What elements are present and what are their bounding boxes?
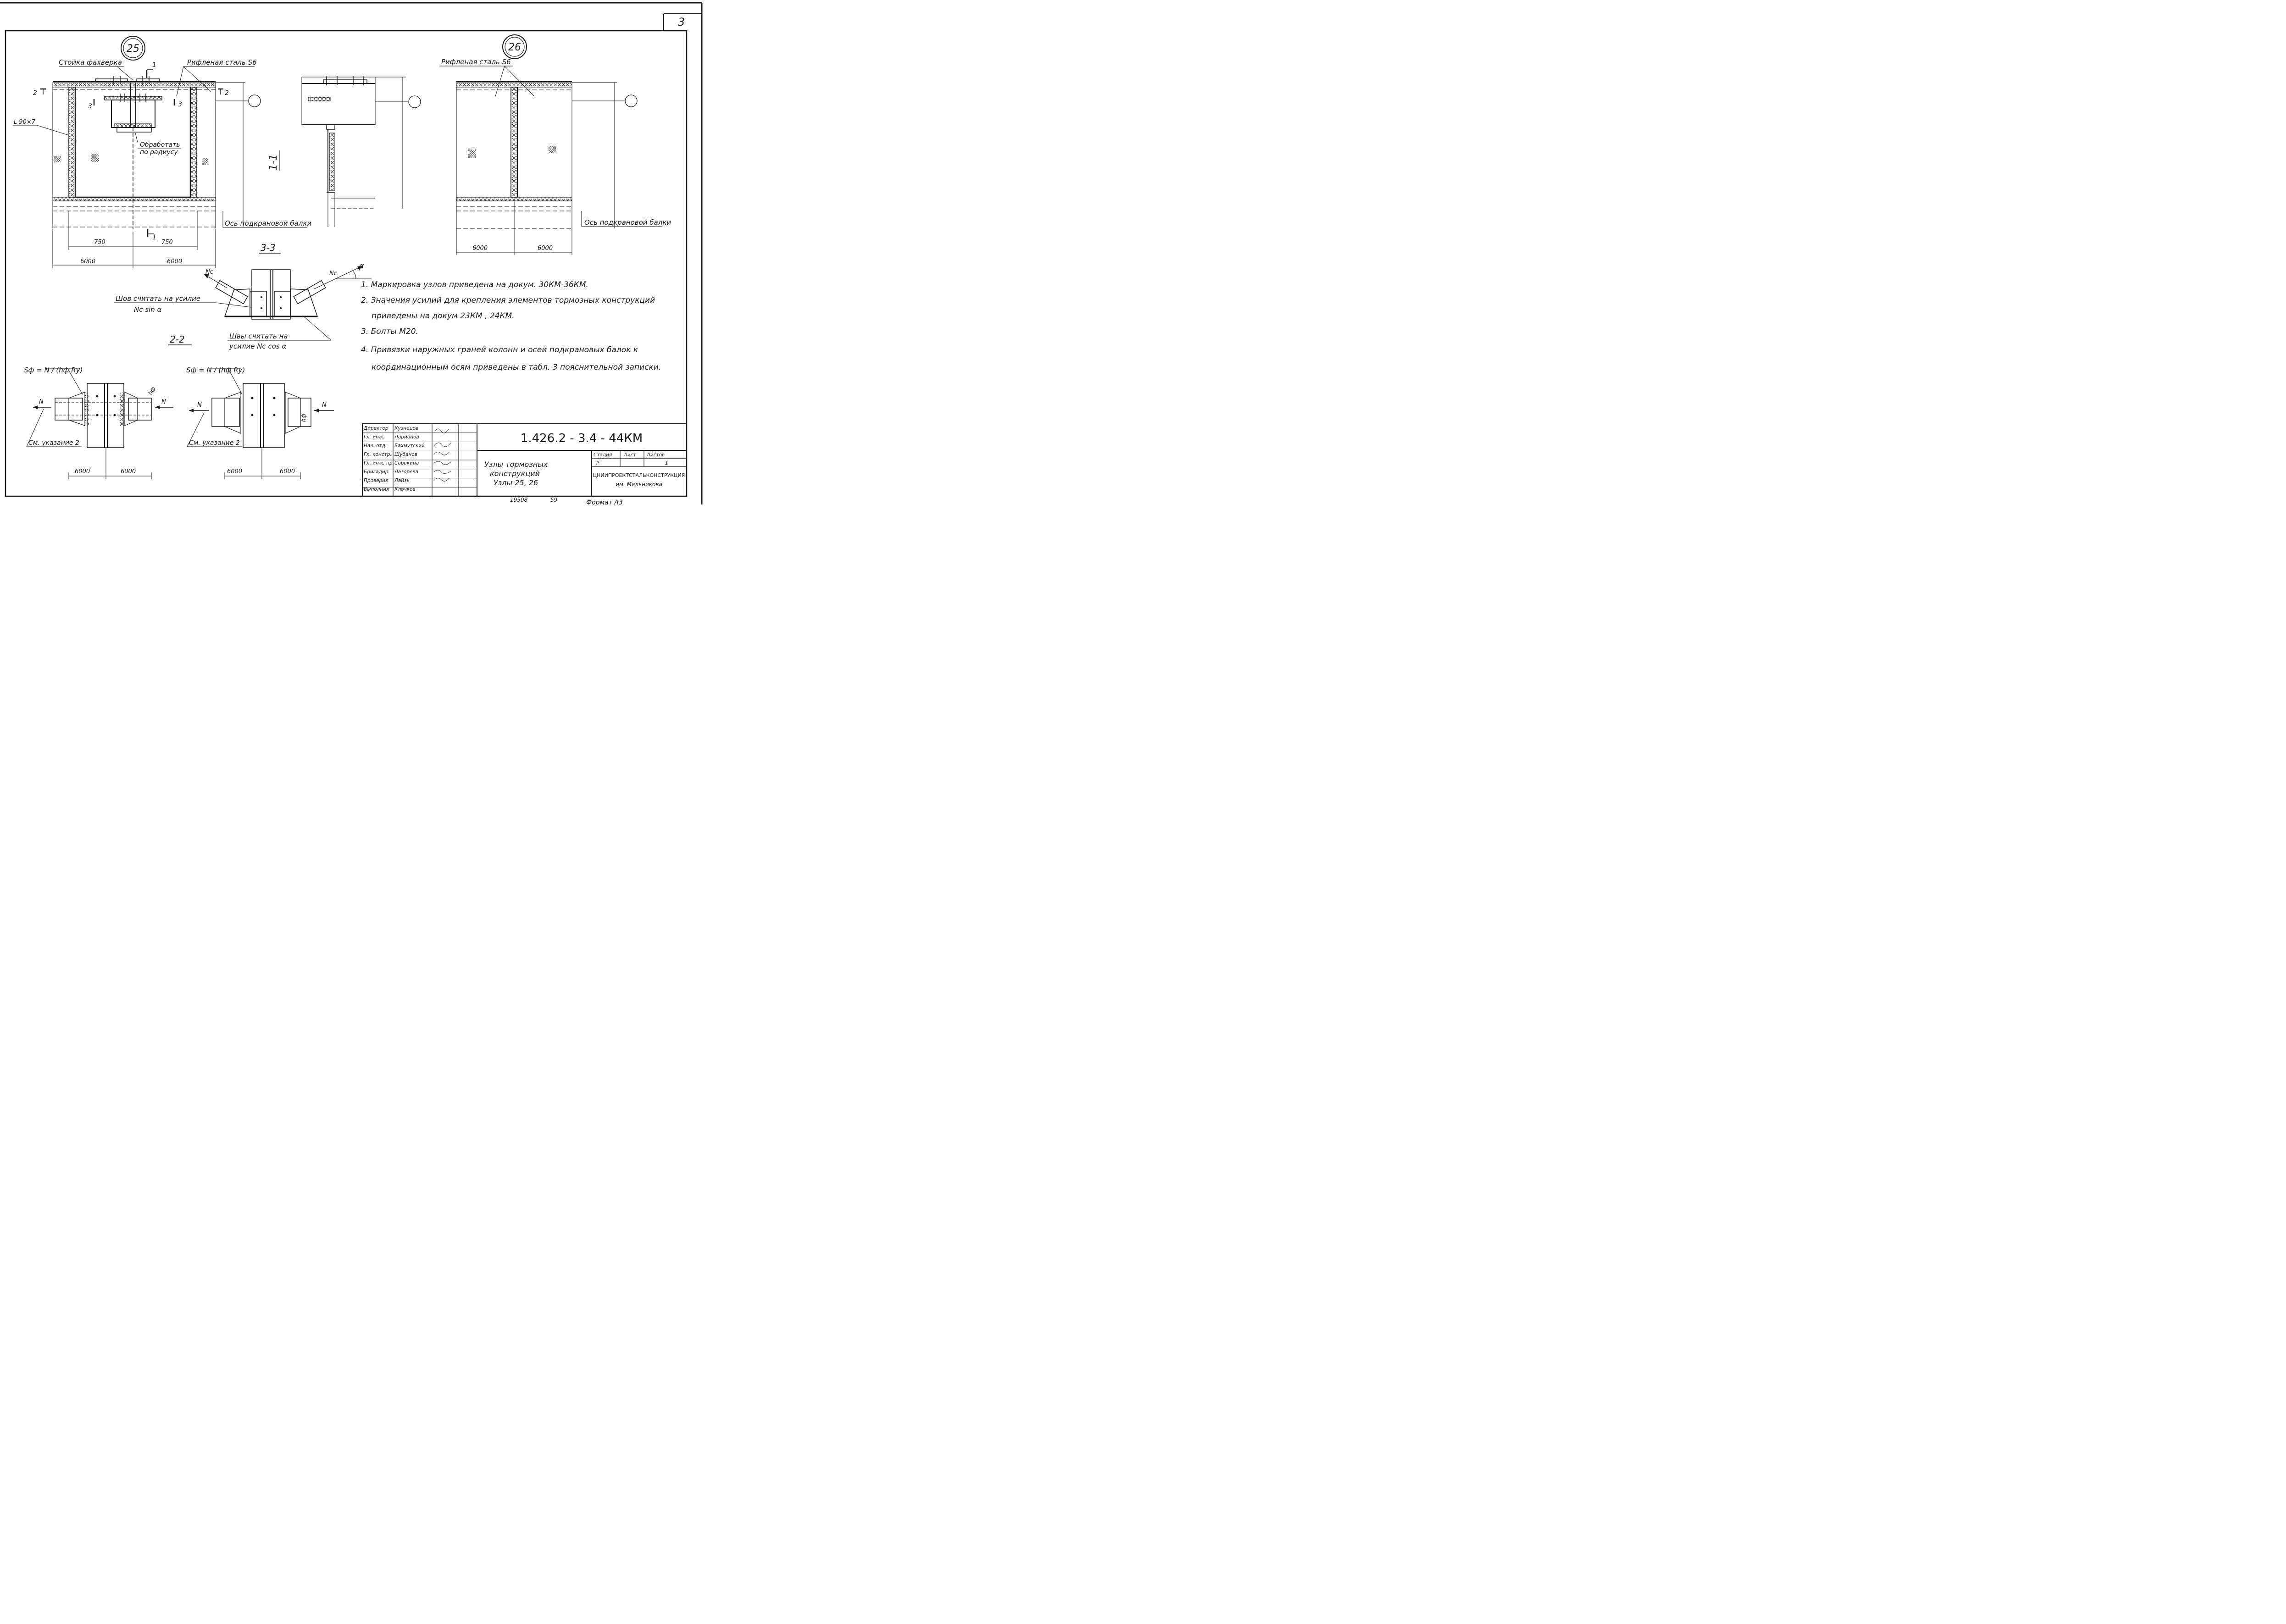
welds-note-line1: Швы считать на [229,332,288,340]
force-n-left-2: N [197,402,202,409]
dim-750-left: 750 [94,239,105,246]
detail-2-2-left [24,366,173,479]
tb-role-7: Выполнил [364,487,389,492]
section-3-mark-left: 3 [88,103,92,110]
axis-label-26: Ось подкрановой балки [584,218,671,227]
see-note-left: См. указание 2 [28,439,79,447]
formula-left: Sф = N / (hф Ry) [24,366,83,374]
dim-6000-right: 6000 [167,258,183,265]
weld-note-line2: Nс sin α [134,305,162,314]
note-1: 1. Маркировка узлов приведена на докум. 30КМ-36КМ. [361,280,588,289]
section-3-3-title: 3-3 [261,242,276,253]
tb-sheets-value: 1 [665,460,668,466]
tb-role-4: Гл. инж. пр. [364,460,394,466]
force-n-right: N [161,399,166,405]
label-angle: L 90×7 [14,119,36,126]
label-post: Стойка фахверка [59,58,122,67]
note-4-cont: координационным осям приведены в табл. 3 пояснительной записки. [372,363,661,372]
drawing-sheet [0,0,719,511]
tb-code: 1.426.2 - 3.4 - 44КМ [520,432,643,445]
tb-sheet-header: Лист [624,452,636,458]
see-note-right: См. указание 2 [189,439,240,447]
note-2-cont: приведены на докум 23КМ , 24КМ. [372,311,515,321]
weld-note-line1: Шов считать на усилие [116,294,201,303]
tb-stage-value: Р [596,460,599,466]
hf-label: hф [147,386,157,396]
dim-6000-d: 6000 [280,468,295,475]
dim-6000-left-26: 6000 [472,245,488,252]
dim-6000-right-26: 6000 [538,245,553,252]
dim-6000-left: 6000 [80,258,96,265]
axis-marker-circle [249,95,261,107]
tb-role-6: Проверил [364,478,388,483]
force-n-left: N [39,399,44,405]
general-notes [361,280,661,372]
tb-name-5: Лазорева [394,469,419,475]
tb-org-line1: ЦНИИПРОЕКТСТАЛЬКОНСТРУКЦИЯ [593,472,685,478]
force-left: Nс [205,269,213,276]
formula-right: Sф = N / (hф Ry) [186,366,245,374]
tb-role-3: Гл. констр. [364,452,392,457]
tb-name-7: Клочков [394,487,416,492]
hf-label-2: hф [300,414,307,422]
tb-role-5: Бригадир [364,469,388,475]
sheet-frame [0,3,702,504]
tb-title-line2: конструкций [490,469,540,478]
alpha-symbol: α [359,261,364,270]
label-radius-line1: Обработать [140,141,180,149]
note-3: 3. Болты М20. [361,327,418,336]
section-2-mark-left: 2 [33,89,37,97]
node-marker-label: 25 [127,43,139,55]
label-plate-26: Рифленая сталь S6 [441,58,511,66]
section-2-mark-right: 2 [225,89,229,97]
force-right: Nс [329,270,337,277]
tb-name-3: Шубанов [394,452,417,457]
section-1-1 [268,76,421,227]
node-marker-label-26: 26 [508,42,521,53]
tb-name-6: Лайзь [394,478,410,483]
force-n-right-2: N [322,402,327,409]
dim-6000-c: 6000 [227,468,243,475]
dim-6000-a: 6000 [75,468,90,475]
tb-name-1: Ларионов [394,434,419,440]
section-2-2-title: 2-2 [170,334,185,345]
tb-role-0: Директор [364,426,388,431]
section-1-mark-top: 1 [152,61,156,69]
detail-2-2-right [186,366,334,479]
tb-role-2: Нач. отд. [364,443,387,449]
node-25 [13,36,311,268]
tb-role-1: Гл. инж. [364,434,385,440]
title-block [362,424,687,496]
axis-label-25: Ось подкрановой балки [225,219,312,227]
welds-note-line2: усилие Nс cos α [229,342,287,350]
dim-750-right: 750 [161,239,173,246]
signatures [434,429,451,481]
tb-name-4: Сорокина [394,460,419,466]
label-plate: Рифленая сталь S6 [187,58,257,67]
tb-stage-header: Стадия [594,452,612,458]
note-4: 4. Привязки наружных граней колонн и осей подкрановых балок к [361,345,638,355]
node-26 [439,35,671,255]
tb-name-0: Кузнецов [394,426,419,431]
tb-name-2: Бахмутский [394,443,425,449]
footer-archive-number: 19508 [510,497,528,503]
section-1-1-title: 1-1 [268,154,279,171]
tb-title-line3: Узлы 25, 26 [494,478,538,487]
tb-org-line2: им. Мельникова [616,481,662,488]
note-2: 2. Значения усилий для крепления элементов тормозных конструкций [361,296,655,305]
section-3-mark-right: 3 [178,101,182,108]
section-2-2 [24,334,334,479]
section-1-mark-bottom: 1 [152,234,156,241]
sheet-number: 3 [678,16,685,28]
label-radius-line2: по радиусу [140,149,178,156]
footer-archive-page: 59 [550,497,558,503]
tb-title-line1: Узлы тормозных [484,460,548,469]
dim-6000-b: 6000 [121,468,136,475]
tb-sheets-header: Листов [647,452,665,458]
footer-format: Формат А3 [586,499,623,506]
section-3-3 [114,242,372,350]
